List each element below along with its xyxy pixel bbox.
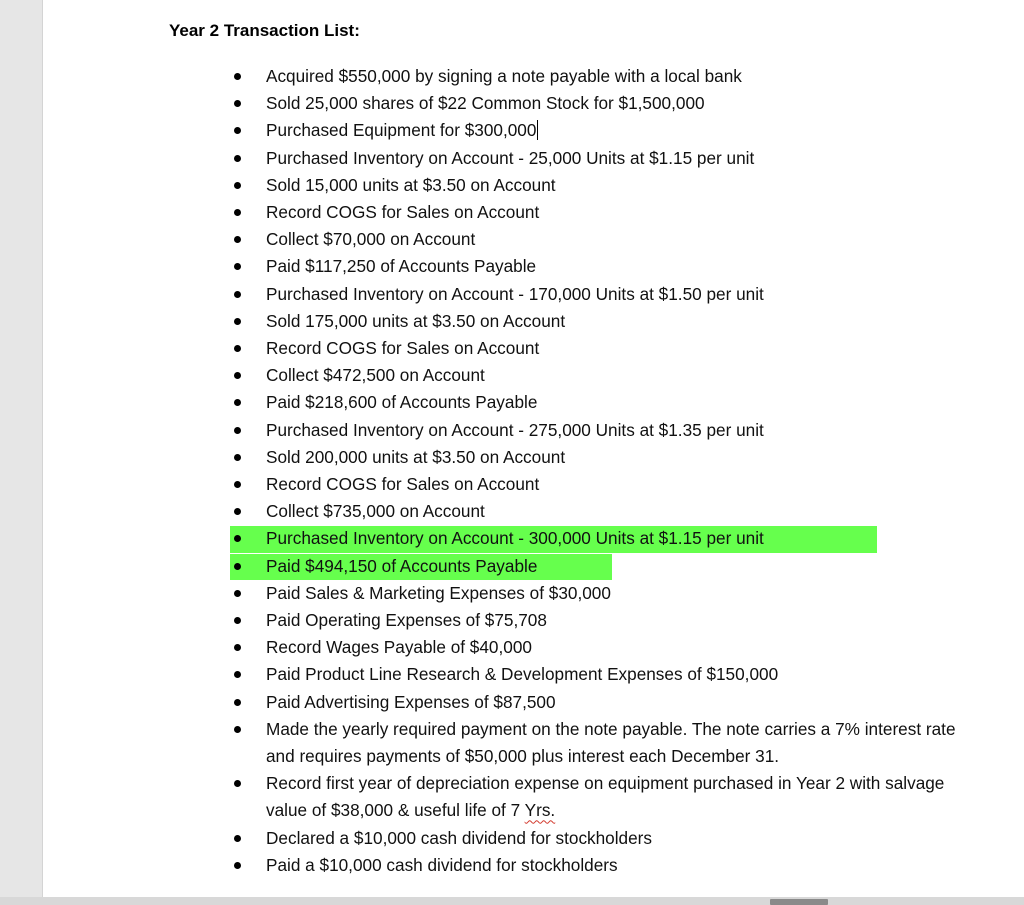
- list-item-text: Paid Sales & Marketing Expenses of $30,000: [266, 582, 611, 603]
- list-item[interactable]: [43, 281, 986, 308]
- list-item-text: Made the yearly required payment on the note payable. The note carries a 7% interest rate and requires payments of $50,000 plus interest each December 31.: [266, 718, 956, 767]
- bullet-icon: [234, 862, 241, 869]
- list-item[interactable]: [43, 172, 986, 199]
- bullet-icon: [234, 127, 241, 134]
- list-item[interactable]: [43, 145, 986, 172]
- list-item[interactable]: [43, 335, 986, 362]
- bullet-icon: [234, 726, 241, 733]
- highlighted-list-item[interactable]: [43, 553, 986, 580]
- list-item-text: Declared a $10,000 cash dividend for stockholders: [266, 827, 652, 848]
- bullet-icon: [234, 399, 241, 406]
- bullet-icon: [234, 427, 241, 434]
- bullet-icon: [234, 318, 241, 325]
- bullet-icon: [234, 236, 241, 243]
- list-item-text: Paid $117,250 of Accounts Payable: [266, 256, 537, 277]
- list-item-text: Record Wages Payable of $40,000: [266, 637, 532, 658]
- list-item-text: Paid a $10,000 cash dividend for stockholders: [266, 854, 618, 875]
- bullet-icon: [234, 617, 241, 624]
- bullet-icon: [234, 481, 241, 488]
- list-item-text: Purchased Equipment for $300,000: [266, 120, 537, 141]
- list-item[interactable]: [43, 607, 986, 634]
- list-item[interactable]: [43, 580, 986, 607]
- text-cursor: [537, 120, 538, 140]
- bullet-icon: [234, 291, 241, 298]
- list-item-text: Purchased Inventory on Account - 170,000 Units at $1.50 per unit: [266, 283, 764, 304]
- list-item[interactable]: [43, 90, 986, 117]
- list-item-text: Purchased Inventory on Account - 275,000 Units at $1.35 per unit: [266, 419, 764, 440]
- list-item[interactable]: [43, 689, 986, 716]
- list-item-text: Record first year of depreciation expense on equipment purchased in Year 2 with salvage value of $38,000 & useful life of 7: [266, 773, 945, 821]
- list-item[interactable]: [43, 63, 986, 90]
- list-item[interactable]: [43, 661, 986, 688]
- list-item[interactable]: [43, 716, 986, 770]
- bullet-icon: [234, 835, 241, 842]
- transaction-list: [43, 63, 1024, 879]
- list-item[interactable]: [43, 253, 986, 280]
- page-title: Year 2 Transaction List:: [169, 21, 360, 40]
- list-item-text: Record COGS for Sales on Account: [266, 202, 540, 223]
- bullet-icon: [234, 372, 241, 379]
- list-item[interactable]: [43, 389, 986, 416]
- list-item-text: Paid $218,600 of Accounts Payable: [266, 392, 538, 413]
- list-item[interactable]: [43, 417, 986, 444]
- bullet-icon: [234, 263, 241, 270]
- list-item[interactable]: [43, 770, 986, 824]
- bullet-icon: [234, 508, 241, 515]
- list-item-text: Record COGS for Sales on Account: [266, 474, 540, 495]
- bullet-icon: [234, 671, 241, 678]
- bullet-icon: [234, 699, 241, 706]
- bullet-icon: [234, 644, 241, 651]
- list-item-text: Paid $494,150 of Accounts Payable: [266, 555, 538, 576]
- list-item[interactable]: [43, 199, 986, 226]
- bullet-icon: [234, 73, 241, 80]
- scrollbar-thumb[interactable]: [770, 899, 828, 905]
- spelling-error-word[interactable]: Yrs.: [524, 800, 556, 821]
- list-item-text: Sold 15,000 units at $3.50 on Account: [266, 174, 556, 195]
- highlighted-list-item[interactable]: [43, 525, 986, 552]
- list-item-text: Acquired $550,000 by signing a note payable with a local bank: [266, 66, 742, 86]
- list-item-text: Purchased Inventory on Account - 300,000 Units at $1.15 per unit: [266, 528, 764, 549]
- list-item-text: Sold 25,000 shares of $22 Common Stock for $1,500,000: [266, 93, 705, 114]
- bullet-icon: [234, 345, 241, 352]
- list-item-text: Collect $472,500 on Account: [266, 365, 485, 386]
- list-item[interactable]: [43, 498, 986, 525]
- list-item[interactable]: [43, 444, 986, 471]
- list-item[interactable]: [43, 471, 986, 498]
- list-item[interactable]: [43, 308, 986, 335]
- bullet-icon: [234, 100, 241, 107]
- list-item-text: Collect $735,000 on Account: [266, 501, 485, 522]
- list-item[interactable]: [43, 362, 986, 389]
- bullet-icon: [234, 182, 241, 189]
- bullet-icon: [234, 780, 241, 787]
- document-page[interactable]: [42, 0, 1024, 897]
- bullet-icon: [234, 563, 241, 570]
- list-item-text: Sold 200,000 units at $3.50 on Account: [266, 446, 566, 467]
- list-item-text: Paid Advertising Expenses of $87,500: [266, 691, 556, 712]
- list-item[interactable]: [43, 117, 986, 144]
- list-item-text: Record COGS for Sales on Account: [266, 338, 540, 359]
- list-item-text: Sold 175,000 units at $3.50 on Account: [266, 310, 566, 331]
- bullet-icon: [234, 454, 241, 461]
- list-item-text: Purchased Inventory on Account - 25,000 Units at $1.15 per unit: [266, 147, 755, 168]
- bullet-icon: [234, 209, 241, 216]
- horizontal-scrollbar[interactable]: [0, 897, 1024, 905]
- list-item[interactable]: [43, 226, 986, 253]
- list-item[interactable]: [43, 634, 986, 661]
- list-item-text: Paid Operating Expenses of $75,708: [266, 610, 547, 631]
- bullet-icon: [234, 590, 241, 597]
- bullet-icon: [234, 155, 241, 162]
- document-left-margin: [0, 0, 42, 905]
- list-item[interactable]: [43, 852, 986, 879]
- list-item-text: Collect $70,000 on Account: [266, 229, 476, 250]
- list-item-text: Paid Product Line Research & Development Expenses of $150,000: [266, 664, 779, 685]
- list-item[interactable]: [43, 825, 986, 852]
